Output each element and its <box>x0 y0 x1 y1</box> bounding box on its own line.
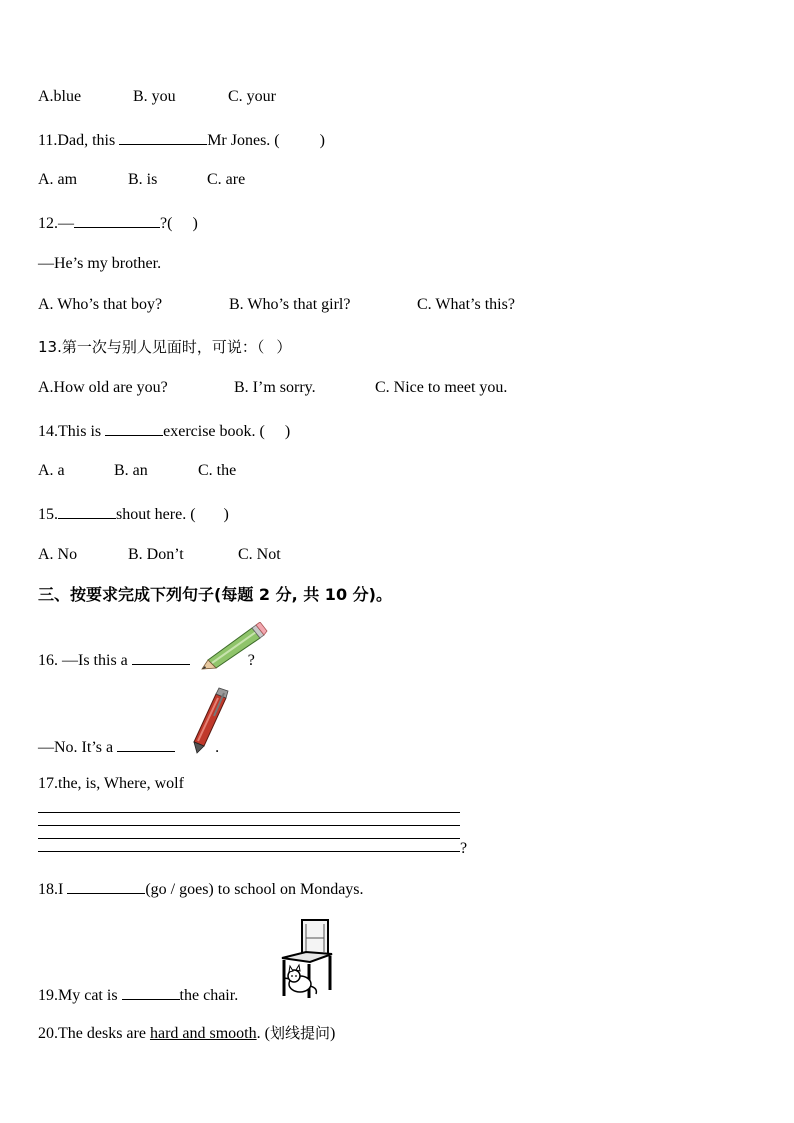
q14-answer-blank[interactable] <box>105 420 163 436</box>
q19-question <box>38 984 238 1006</box>
q11-question <box>38 129 325 151</box>
q20-text-start: 20.The desks are <box>38 1025 150 1042</box>
q11-option-b: B. is <box>128 171 158 188</box>
q14-option-b: B. an <box>114 462 148 479</box>
q11-text-start: 11.Dad, this <box>38 132 120 149</box>
q17-writing-line-4[interactable] <box>38 851 460 852</box>
q14-text-start: 14.This is <box>38 423 106 440</box>
q13-question <box>38 337 291 358</box>
q10-option-c: C. your <box>228 88 276 105</box>
q12-text-start: 12.— <box>38 215 74 232</box>
q13-option-b: B. I’m sorry. <box>234 379 316 396</box>
q15-options <box>38 545 281 565</box>
q12-option-c: C. What’s this? <box>417 296 515 313</box>
q11-option-c: C. are <box>207 171 246 188</box>
chair-seat <box>282 952 332 962</box>
q14-question <box>38 420 290 442</box>
q13-options <box>38 378 507 398</box>
pen-icon <box>188 686 232 754</box>
q17-writing-line-2[interactable] <box>38 825 460 826</box>
q13-text: 13.第一次与别人见面时，可说：（ <box>38 338 265 356</box>
q11-paren-close: ) <box>319 132 325 149</box>
q13-option-c: C. Nice to meet you. <box>375 379 508 396</box>
q16-reply-text: —No. It’s a <box>38 739 118 756</box>
q20-question <box>38 1023 335 1044</box>
q14-options <box>38 461 236 481</box>
q16-answer-blank-1[interactable] <box>132 649 190 665</box>
q16-answer-blank-2[interactable] <box>117 736 175 752</box>
q18-text-start: 18.I <box>38 881 68 898</box>
chair-cat-icon <box>276 918 336 1000</box>
q15-option-c: C. Not <box>238 546 281 563</box>
q16-question-mark: ? <box>247 652 255 669</box>
q17-question-mark: ? <box>460 840 468 857</box>
q17-writing-line-1[interactable] <box>38 812 460 813</box>
q12-option-b: B. Who’s that girl? <box>229 296 351 313</box>
q12-paren-close: ) <box>192 215 198 232</box>
q18-text-end: (go / goes) to school on Mondays. <box>145 881 364 898</box>
q15-answer-blank[interactable] <box>58 503 116 519</box>
q20-underlined-phrase: hard and smooth <box>149 1025 257 1042</box>
q15-text-start: 15. <box>38 506 58 523</box>
q12-option-a: A. Who’s that boy? <box>38 296 163 313</box>
q19-answer-blank[interactable] <box>122 984 180 1000</box>
q10-options <box>38 87 276 107</box>
q15-question <box>38 503 229 525</box>
q20-text-end: . ( <box>256 1025 270 1042</box>
q12-text-end: ?( <box>160 215 173 232</box>
q14-option-a: A. a <box>38 462 65 479</box>
q12-answer-blank[interactable] <box>74 212 160 228</box>
q10-option-b: B. you <box>133 88 176 105</box>
q11-text-end: Mr Jones. ( <box>207 132 280 149</box>
q20-paren-close: ) <box>329 1025 336 1042</box>
q14-text-end: exercise book. ( <box>163 423 265 440</box>
q17-words: 17.the, is, Where, wolf <box>38 775 184 792</box>
q11-answer-blank[interactable] <box>119 129 207 145</box>
q19-text-start: 19.My cat is <box>38 987 122 1004</box>
q15-option-b: B. Don’t <box>128 546 184 563</box>
q12-reply: —He’s my brother. <box>38 255 162 272</box>
q13-paren-close: ） <box>276 338 292 356</box>
q18-question <box>38 878 364 900</box>
q16-period: . <box>215 739 220 756</box>
q20-instruction: 划线提问 <box>269 1024 330 1042</box>
q19-text-end: the chair. <box>179 987 239 1004</box>
q15-text-end: shout here. ( <box>116 506 196 523</box>
q15-paren-close: ) <box>223 506 229 523</box>
q12-options <box>38 295 515 315</box>
q14-paren-close: ) <box>284 423 291 440</box>
q14-option-c: C. the <box>198 462 237 479</box>
q10-option-a: A.blue <box>38 88 82 105</box>
q17-writing-line-3[interactable] <box>38 838 460 839</box>
pencil-icon <box>200 622 268 670</box>
q12-question <box>38 212 198 234</box>
q11-options <box>38 170 245 190</box>
q13-option-a: A.How old are you? <box>38 379 168 396</box>
q18-answer-blank[interactable] <box>67 878 145 894</box>
q15-option-a: A. No <box>38 546 78 563</box>
section-3-title: 三、按要求完成下列句子(每题 2 分, 共 10 分)。 <box>38 585 392 604</box>
q11-option-a: A. am <box>38 171 78 188</box>
q16-question-text: 16. —Is this a <box>38 652 132 669</box>
